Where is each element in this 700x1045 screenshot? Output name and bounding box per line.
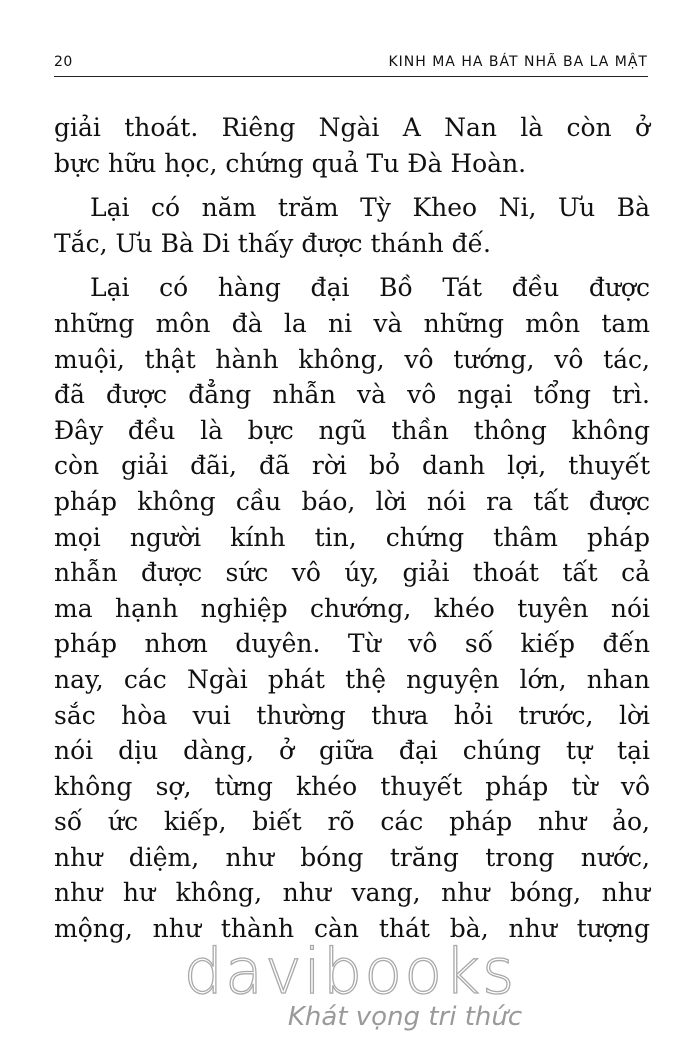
text-line: những môn đà la ni và những môn tam: [54, 308, 650, 338]
text-line: Lại có năm trăm Tỳ Kheo Ni, Ưu Bà: [90, 193, 650, 223]
text-line: muội, thật hành không, vô tướng, vô tác,: [54, 344, 650, 374]
text-line: mộng, như thành càn thát bà, như tượng: [54, 914, 650, 944]
page-header: [54, 52, 648, 77]
running-title: KINH MA HA BÁT NHÃ BA LA MẬT: [388, 54, 648, 70]
body-text: [54, 110, 650, 947]
watermark-tagline: Khát vọng tri thức: [287, 1002, 523, 1032]
text-line: nói dịu dàng, ở giữa đại chúng tự tại: [54, 736, 650, 766]
text-line: đã được đẳng nhẫn và vô ngại tổng trì.: [54, 380, 650, 410]
text-line: Lại có hàng đại Bồ Tát đều được: [90, 273, 650, 303]
text-line: giải thoát. Riêng Ngài A Nan là còn ở: [54, 113, 650, 142]
text-line: còn giải đãi, đã rời bỏ danh lợi, thuyết: [54, 451, 650, 481]
watermark-brand: davibooks: [183, 935, 517, 1008]
text-line: nhẫn được sức vô úy, giải thoát tất cả: [54, 558, 650, 588]
text-line: bực hữu học, chứng quả Tu Đà Hoàn.: [54, 148, 527, 178]
text-line: như diệm, như bóng trăng trong nước,: [54, 842, 650, 872]
paragraph: [54, 270, 650, 946]
text-line: nay, các Ngài phát thệ nguyện lớn, nhan: [54, 664, 650, 694]
text-line: pháp không cầu báo, lời nói ra tất được: [54, 486, 650, 516]
text-line: không sợ, từng khéo thuyết pháp từ vô: [54, 771, 650, 801]
paragraph: [54, 110, 650, 181]
text-line: pháp nhơn duyên. Từ vô số kiếp đến: [54, 629, 650, 659]
paragraph: [54, 190, 650, 261]
page-number: 20: [54, 54, 73, 70]
text-line: ma hạnh nghiệp chướng, khéo tuyên nói: [54, 593, 650, 623]
text-line: sắc hòa vui thường thưa hỏi trước, lời: [54, 700, 650, 730]
text-line: Tắc, Ưu Bà Di thấy được thánh đế.: [54, 228, 491, 258]
text-line: mọi người kính tin, chứng thâm pháp: [54, 522, 650, 552]
text-line: Đây đều là bực ngũ thần thông không: [54, 415, 650, 445]
text-line: như hư không, như vang, như bóng, như: [54, 878, 650, 908]
text-line: số ức kiếp, biết rõ các pháp như ảo,: [54, 807, 650, 837]
